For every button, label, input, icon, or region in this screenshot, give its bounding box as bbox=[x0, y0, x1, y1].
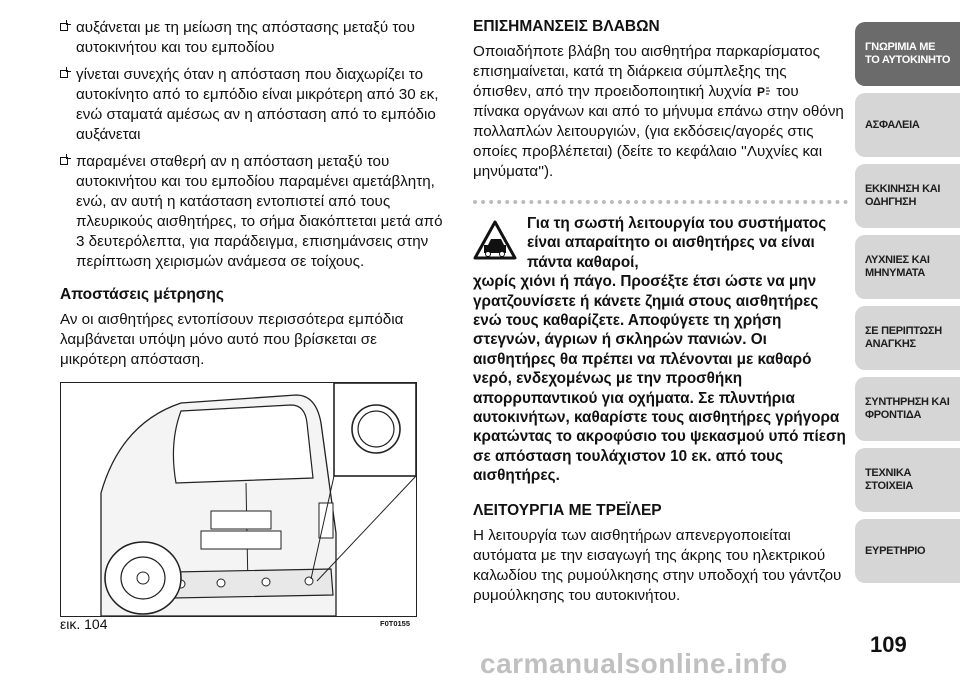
checkbox-bullet-icon bbox=[60, 157, 68, 165]
warning-heading: Για τη σωστή λειτουργία του συστήματος είναι απαραίτητο οι αισθητήρες να είναι πάντα καθαροί, bbox=[527, 215, 827, 271]
trailer-title: ΛΕΙΤΟΥΡΓΙΑ ΜΕ ΤΡΕΪΛΕΡ bbox=[473, 501, 662, 519]
figure-code: F0T0155 bbox=[380, 619, 411, 628]
left-column bbox=[60, 18, 445, 370]
figure-van-rear bbox=[60, 382, 417, 617]
tab-getting-to-know[interactable]: ΓΝΩΡΙΜΙΑ ΜΕ ΤΟ ΑΥΤΟΚΙΝΗΤΟ bbox=[855, 22, 960, 86]
right-column bbox=[473, 18, 848, 606]
tab-starting-driving[interactable]: ΕΚΚΙΝΗΣΗ ΚΑΙ ΟΔΗΓΗΣΗ bbox=[855, 164, 960, 228]
checkbox-bullet-icon bbox=[60, 23, 68, 31]
warning-body: χωρίς χιόνι ή πάγο. Προσέξτε έτσι ώστε να μην γρατζουνίσετε ή κάνετε ζημιά στους αισθητήρες ενώ τους καθαρίζετε. Αποφύγετε τη χρήση στεγνών, άγριων ή σκληρών πανιών. Οι αισθητήρες θα πρέπει να πλένονται με καθαρό νερό, ενδεχομένως με την προσθήκη απορρυπαντικού για οχήματα. Σε πλυντήρια αυτοκινήτων, καθαρίστε τους αισθητήρες γρήγορα κρατώντας το ακροφύσιο του ψεκασμού υπό πίεση σε απόσταση τουλάχιστον 10 εκ. από τους αισθητήρες. bbox=[473, 273, 846, 485]
warning-box bbox=[473, 200, 848, 486]
tab-emergency[interactable]: ΣΕ ΠΕΡΙΠΤΩΣΗ ΑΝΑΓΚΗΣ bbox=[855, 306, 960, 370]
section-title: Αποστάσεις μέτρησης bbox=[60, 286, 224, 303]
van-rear-illustration-icon bbox=[61, 383, 416, 616]
bullet-item: αυξάνεται με τη μείωση της απόστασης μεταξύ του αυτοκινήτου και του εμποδίου bbox=[60, 18, 445, 58]
tab-safety[interactable]: ΑΣΦΑΛΕΙΑ bbox=[855, 93, 960, 157]
warning-triangle-icon bbox=[473, 220, 517, 260]
checkbox-bullet-icon bbox=[60, 70, 68, 78]
figure-caption: εικ. 104 bbox=[60, 616, 108, 632]
trailer-text: Η λειτουργία των αισθητήρων απενεργοποιείται αυτόματα με την εισαγωγή της άκρης του ηλεκτρικού καλωδίου της ρυμούλκησης στην υποδοχή του γάντζου ρυμούλκησης του αυτοκινήτου. bbox=[473, 526, 842, 604]
faults-title: ΕΠΙΣΗΜΑΝΣΕΙΣ ΒΛΑΒΩΝ bbox=[473, 18, 660, 35]
tab-maintenance[interactable]: ΣΥΝΤΗΡΗΣΗ ΚΑΙ ΦΡΟΝΤΙΔΑ bbox=[855, 377, 960, 441]
tab-lights-messages[interactable]: ΛΥΧΝΙΕΣ ΚΑΙ ΜΗΝΥΜΑΤΑ bbox=[855, 235, 960, 299]
bullet-item: παραμένει σταθερή αν η απόσταση μεταξύ του αυτοκινήτου και του εμποδίου παραμένει αμετάβλητη, ενώ, αν αυτή η κατάσταση εντοπιστεί από τους πλευρικούς αισθητήρες, το σήμα διακόπτεται μετά από 3 δευτερόλεπτα, για παράδειγμα, επισημάνσεις στην περίπτωση χειρισμών ανάμεσα σε τοίχους. bbox=[60, 152, 445, 272]
tab-technical-data[interactable]: ΤΕΧΝΙΚΑ ΣΤΟΙΧΕΙΑ bbox=[855, 448, 960, 512]
parking-sensor-warning-icon bbox=[756, 85, 772, 98]
chapter-sidebar bbox=[855, 22, 960, 590]
watermark: carmanualsonline.info bbox=[480, 648, 788, 679]
bullet-item: γίνεται συνεχής όταν η απόσταση που διαχωρίζει το αυτοκίνητο από το εμπόδιο είναι μικρότερη από 30 εκ, ενώ σταματά αμέσως αν η απόσταση από το εμπόδιο αυξάνεται bbox=[60, 65, 445, 145]
page-number: 109 bbox=[870, 632, 907, 657]
section-text: Αν οι αισθητήρες εντοπίσουν περισσότερα εμπόδια λαμβάνεται υπόψη μόνο αυτό που βρίσκεται σε μικρότερη απόσταση. bbox=[60, 311, 404, 368]
svg-text:P: P bbox=[756, 85, 765, 98]
faults-text: Οποιαδήποτε βλάβη του αισθητήρα παρκαρίσματος επισημαίνεται, κατά τη διάρκεια σύμπλεξης της όπισθεν, από την προειδοποιητική λυχνία P του πίνακα οργάνων και από το μήνυμα επάνω στην οθόνη πολλαπλών λειτουργιών, (για εκδόσεις/αγορές στις οποίες προβλέπεται) (δείτε το κεφάλαιο ''Λυχνίες και μηνύματα''). bbox=[473, 43, 844, 180]
tab-index[interactable]: ΕΥΡΕΤΗΡΙΟ bbox=[855, 519, 960, 583]
